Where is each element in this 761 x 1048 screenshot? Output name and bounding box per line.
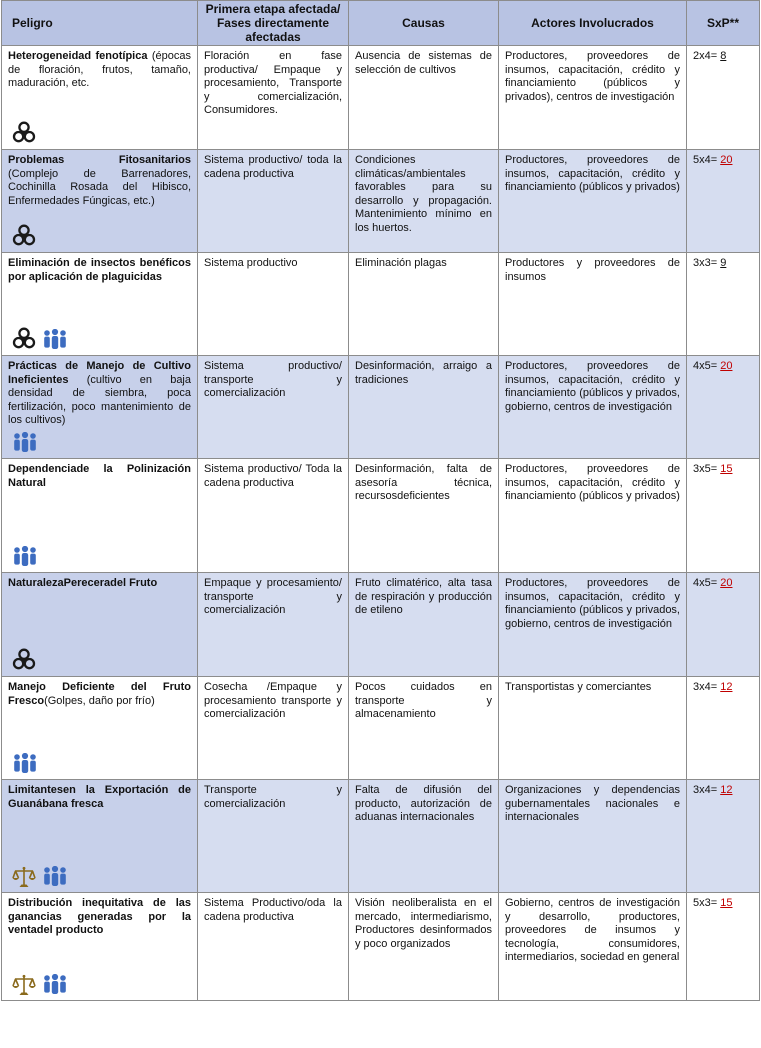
sxp-formula: 3x5= xyxy=(693,463,721,475)
peligro-cell xyxy=(2,356,198,459)
causas-cell: Falta de difusión del producto, autorización de aduanas internacionales xyxy=(349,780,499,893)
sxp-formula: 3x4= xyxy=(693,681,721,693)
scales-icon xyxy=(12,866,36,888)
peligro-title: Problemas Fitosanitarios xyxy=(8,154,191,166)
hazard-icons xyxy=(12,432,38,454)
peligro-cell xyxy=(2,150,198,253)
peligro-title: Dependenciade la Polinización Natural xyxy=(8,463,191,489)
peligro-desc: (Complejo de Barrenadores, Cochinilla Rosada del Hibisco, Enfermedades Fúngicas, etc.) xyxy=(8,167,191,207)
table-row xyxy=(2,677,760,780)
actores-cell: Productores y proveedores de insumos xyxy=(499,253,687,356)
etapa-cell: Transporte y comercialización xyxy=(198,780,349,893)
peligro-title: Limitantesen la Exportación de Guanábana fresca xyxy=(8,784,191,810)
actores-cell: Productores, proveedores de insumos, capacitación, crédito y financiamiento (públicos y privados, gobierno, centros de investigación xyxy=(499,573,687,677)
hazard-icons xyxy=(12,327,68,351)
etapa-cell: Sistema productivo xyxy=(198,253,349,356)
causas-cell: Fruto climatérico, alta tasa de respiración y producción de etileno xyxy=(349,573,499,677)
etapa-cell: Cosecha /Empaque y procesamiento transporte y comercialización xyxy=(198,677,349,780)
biohazard-icon xyxy=(12,327,36,351)
etapa-cell: Sistema Productivo/oda la cadena productiva xyxy=(198,893,349,1001)
people-icon xyxy=(12,432,38,454)
sxp-cell xyxy=(687,780,760,893)
sxp-value: 12 xyxy=(720,681,733,693)
peligro-cell xyxy=(2,459,198,573)
sxp-value: 9 xyxy=(720,257,727,269)
table-row xyxy=(2,459,760,573)
sxp-value: 20 xyxy=(720,154,733,166)
peligro-title: NaturalezaPereceradel Fruto xyxy=(8,577,158,589)
peligro-cell xyxy=(2,677,198,780)
sxp-formula: 2x4= xyxy=(693,50,721,62)
peligro-cell xyxy=(2,573,198,677)
causas-cell: Eliminación plagas xyxy=(349,253,499,356)
actores-cell: Productores, proveedores de insumos, capacitación, crédito y financiamiento (públicos y privados) xyxy=(499,150,687,253)
peligro-title: Heterogeneidad fenotípica xyxy=(8,50,148,62)
peligro-desc: (cultivo en baja densidad de siembra, poca fertilización, poco mantenimiento de los cultivos) xyxy=(8,373,191,426)
header-peligro: Peligro xyxy=(2,1,198,46)
table-row xyxy=(2,253,760,356)
peligro-desc: (épocas de floración, frutos, tamaño, maduración, etc. xyxy=(8,50,191,89)
causas-cell: Desinformación, falta de asesoría técnica, recursosdeficientes xyxy=(349,459,499,573)
people-icon xyxy=(42,974,68,996)
sxp-formula: 5x4= xyxy=(693,154,721,166)
table-row xyxy=(2,150,760,253)
actores-cell: Productores, proveedores de insumos, capacitación, crédito y financiamiento (públicos y privados, gobierno, centros de investigación xyxy=(499,356,687,459)
header-actores: Actores Involucrados xyxy=(499,1,687,46)
actores-cell: Productores, proveedores de insumos, capacitación, crédito y financiamiento (públicos y privados) xyxy=(499,459,687,573)
etapa-cell: Empaque y procesamiento/ transporte y comercialización xyxy=(198,573,349,677)
sxp-cell xyxy=(687,356,760,459)
sxp-cell xyxy=(687,677,760,780)
sxp-formula: 3x4= xyxy=(693,784,721,796)
sxp-value: 15 xyxy=(720,463,733,475)
sxp-cell xyxy=(687,46,760,150)
peligro-title: Eliminación de insectos benéficos por aplicación de plaguicidas xyxy=(8,257,191,283)
etapa-cell: Sistema productivo/ transporte y comercialización xyxy=(198,356,349,459)
causas-cell: Ausencia de sistemas de selección de cultivos xyxy=(349,46,499,150)
actores-cell: Organizaciones y dependencias gubernamentales nacionales e internacionales xyxy=(499,780,687,893)
hazard-icons xyxy=(12,121,36,145)
peligro-desc: (Golpes, daño por frío) xyxy=(44,694,155,707)
sxp-value: 15 xyxy=(720,897,733,909)
table-row xyxy=(2,780,760,893)
people-icon xyxy=(12,546,38,568)
peligro-title: Distribución inequitativa de las ganancias generadas por la ventadel producto xyxy=(8,897,191,936)
actores-cell: Productores, proveedores de insumos, capacitación, crédito y financiamiento (públicos y privados), centros de investigación xyxy=(499,46,687,150)
sxp-cell xyxy=(687,150,760,253)
causas-cell: Condiciones climáticas/ambientales favorables para su desarrollo y propagación. Mantenimiento mínimo en los huertos. xyxy=(349,150,499,253)
biohazard-icon xyxy=(12,648,36,672)
hazard-icons xyxy=(12,866,68,888)
biohazard-icon xyxy=(12,121,36,145)
actores-cell: Transportistas y comerciantes xyxy=(499,677,687,780)
header-causas: Causas xyxy=(349,1,499,46)
actores-cell: Gobierno, centros de investigación y desarrollo, productores, proveedores de insumos y tecnología, consumidores, intermediarios, sociedad en general xyxy=(499,893,687,1001)
hazard-icons xyxy=(12,224,36,248)
sxp-value: 20 xyxy=(720,360,733,372)
header-etapa: Primera etapa afectada/ Fases directamente afectadas xyxy=(198,1,349,46)
table-row xyxy=(2,893,760,1001)
causas-cell: Visión neoliberalista en el mercado, intermediarismo, Productores desinformados y poco organizados xyxy=(349,893,499,1001)
sxp-value: 12 xyxy=(720,784,733,796)
scales-icon xyxy=(12,974,36,996)
hazard-icons xyxy=(12,753,38,775)
table-row xyxy=(2,573,760,677)
hazard-icons xyxy=(12,546,38,568)
etapa-cell: Sistema productivo/ toda la cadena productiva xyxy=(198,150,349,253)
peligro-cell xyxy=(2,253,198,356)
people-icon xyxy=(12,753,38,775)
table-row xyxy=(2,46,760,150)
biohazard-icon xyxy=(12,224,36,248)
sxp-cell xyxy=(687,459,760,573)
peligro-cell xyxy=(2,893,198,1001)
causas-cell: Pocos cuidados en transporte y almacenamiento xyxy=(349,677,499,780)
sxp-cell xyxy=(687,893,760,1001)
sxp-value: 8 xyxy=(720,50,727,62)
header-row xyxy=(2,1,760,46)
peligro-title: Prácticas de Manejo de Cultivo Ineficientes xyxy=(8,360,191,386)
sxp-value: 20 xyxy=(720,577,733,589)
sxp-formula: 4x5= xyxy=(693,360,721,372)
hazard-icons xyxy=(12,974,68,996)
etapa-cell: Sistema productivo/ Toda la cadena productiva xyxy=(198,459,349,573)
peligro-cell xyxy=(2,780,198,893)
sxp-formula: 3x3= xyxy=(693,257,721,269)
sxp-cell xyxy=(687,253,760,356)
sxp-cell xyxy=(687,573,760,677)
hazard-table xyxy=(1,0,760,1001)
peligro-title: Manejo Deficiente del Fruto Fresco xyxy=(8,681,191,707)
sxp-formula: 5x3= xyxy=(693,897,721,909)
etapa-cell: Floración en fase productiva/ Empaque y procesamiento, Transporte y comercialización, Consumidores. xyxy=(198,46,349,150)
people-icon xyxy=(42,329,68,351)
hazard-icons xyxy=(12,648,36,672)
header-sxp: SxP** xyxy=(687,1,760,46)
table-row xyxy=(2,356,760,459)
people-icon xyxy=(42,866,68,888)
causas-cell: Desinformación, arraigo a tradiciones xyxy=(349,356,499,459)
peligro-cell xyxy=(2,46,198,150)
sxp-formula: 4x5= xyxy=(693,577,721,589)
